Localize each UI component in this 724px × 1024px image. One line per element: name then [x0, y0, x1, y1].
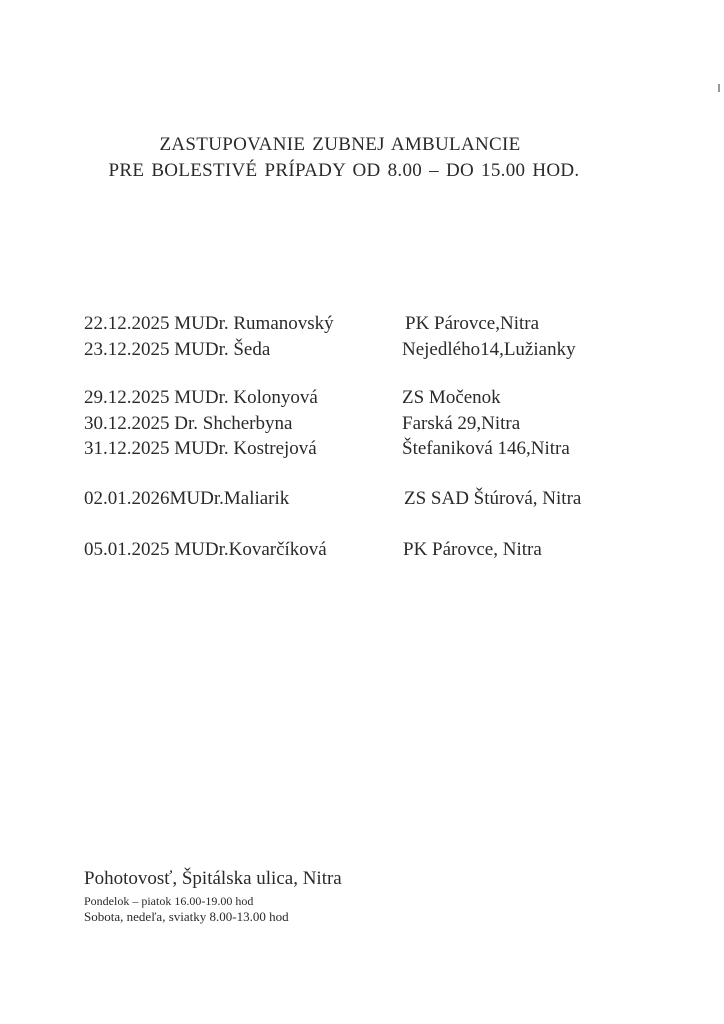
header-title-line-2: PRE BOLESTIVÉ PRÍPADY OD 8.00 – DO 15.00 HOD. [108, 160, 580, 181]
schedule-date-doctor: 23.12.2025 MUDr. Šeda [84, 339, 271, 360]
schedule-place: Farská 29,Nitra [402, 413, 521, 434]
weekday-hours: Pondelok – piatok 16.00-19.00 hod [84, 894, 254, 908]
emergency-location: Pohotovosť, Špitálska ulica, Nitra [84, 868, 342, 889]
weekend-hours: Sobota, nedeľa, sviatky 8.00-13.00 hod [84, 909, 289, 924]
schedule-date-doctor: 02.01.2026MUDr.Maliarik [84, 488, 290, 509]
schedule-place: PK Párovce,Nitra [405, 313, 540, 334]
schedule-date-doctor: 05.01.2025 MUDr.Kovarčíková [84, 539, 327, 560]
schedule-place: ZS Močenok [402, 387, 501, 408]
schedule-place: Štefaniková 146,Nitra [402, 438, 570, 459]
schedule-date-doctor: 30.12.2025 Dr. Shcherbyna [84, 413, 293, 434]
schedule-date-doctor: 29.12.2025 MUDr. Kolonyová [84, 387, 318, 408]
header-title-line-1: ZASTUPOVANIE ZUBNEJ AMBULANCIE [159, 134, 521, 155]
scan-edge-mark [718, 84, 720, 92]
schedule-date-doctor: 31.12.2025 MUDr. Kostrejová [84, 438, 317, 459]
schedule-place: ZS SAD Štúrová, Nitra [404, 488, 582, 509]
schedule-date-doctor: 22.12.2025 MUDr. Rumanovský [84, 313, 334, 334]
schedule-place: PK Párovce, Nitra [403, 539, 542, 560]
schedule-place: Nejedlého14,Lužianky [402, 339, 576, 360]
